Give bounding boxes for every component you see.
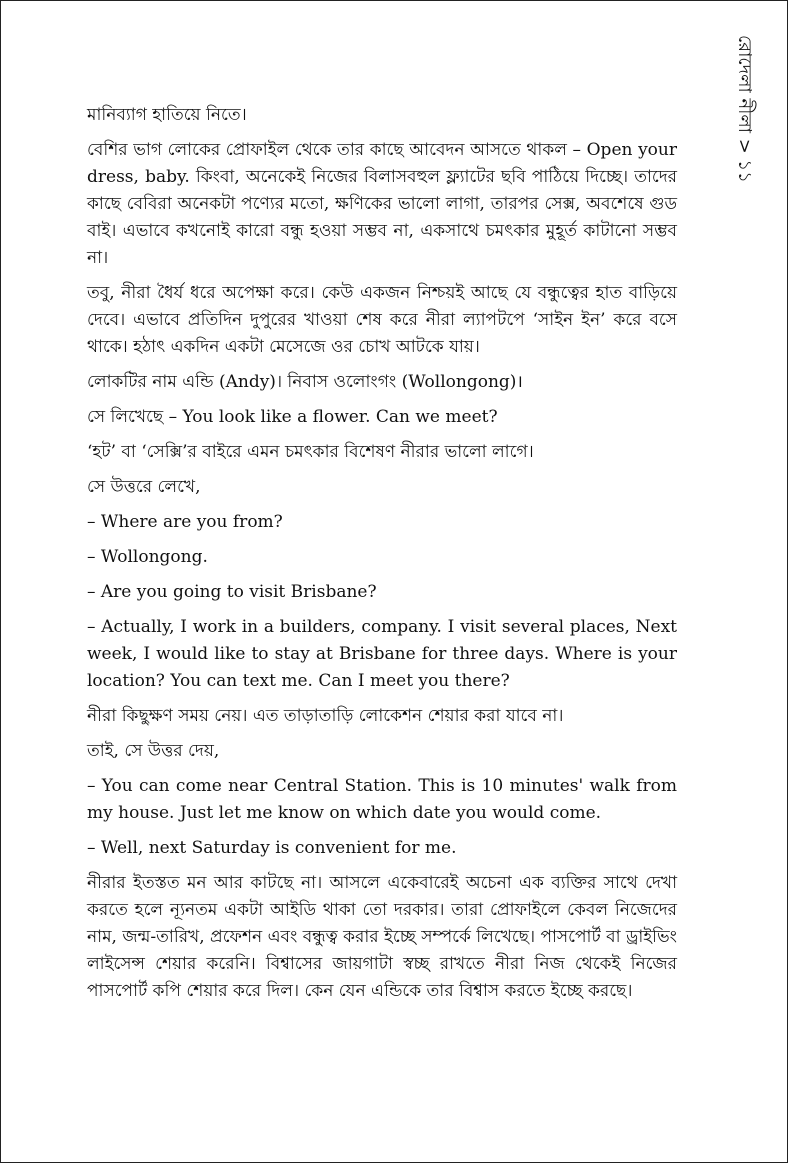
paragraph: মানিব্যাগ হাতিয়ে নিতে। [87,105,247,125]
dialogue-line: – Where are you from? [87,512,283,532]
running-head: রোদেলা নীলা > ১১ [734,35,755,183]
dialogue-line: – Wollongong. [87,547,208,567]
paragraph: নীরা কিছুক্ষণ সময় নেয়। এত তাড়াতাড়ি লোকেশন শেয়ার করা যাবে না। [87,706,564,726]
paragraph: তবু, নীরা ধৈর্য ধরে অপেক্ষা করে। কেউ একজন নিশ্চয়ই আছে যে বন্ধুত্বের হাত বাড়িয়ে দেবে। এভাবে প্রতিদিন দুপুরের খাওয়া শেষ করে নীরা ল্যাপটপে ‘সাইন ইন’ করে বসে থাকে। হঠাৎ একদিন একটা মেসেজে ওর চোখ আটকে যায়। [87,283,677,357]
paragraph: লোকটির নাম এন্ডি (Andy)। নিবাস ওলোংগং (Wollongong)। [87,372,523,392]
body-text [87,102,677,1013]
dialogue-line: – Actually, I work in a builders, company. I visit several places, Next week, I would like to stay at Brisbane for three days. Where is your location? You can text me. Can I meet you there? [87,617,677,691]
paragraph: সে উত্তরে লেখে, [87,477,201,497]
dialogue-line: – You can come near Central Station. This is 10 minutes' walk from my house. Just let me know on which date you would come. [87,776,677,823]
paragraph: নীরার ইতস্তত মন আর কাটছে না। আসলে একেবারেই অচেনা এক ব্যক্তির সাথে দেখা করতে হলে ন্যূনতম একটা আইডি থাকা তো দরকার। তারা প্রোফাইলে কেবল নিজেদের নাম, জন্ম-তারিখ, প্রফেশন এবং বন্ধুত্ব করার ইচ্ছে সম্পর্কে লিখেছে। পাসপোর্ট বা ড্রাইভিং লাইসেন্স শেয়ার করেনি। বিশ্বাসের জায়গাটা স্বচ্ছ রাখতে নীরা নিজ থেকেই নিজের পাসপোর্ট কপি শেয়ার করে দিল। কেন যেন এন্ডিকে তার বিশ্বাস করতে ইচ্ছে করছে। [87,873,677,1001]
paragraph: ‘হট’ বা ‘সেক্সি’র বাইরে এমন চমৎকার বিশেষণ নীরার ভালো লাগে। [87,442,534,462]
dialogue-line: – Well, next Saturday is convenient for me. [87,838,457,858]
paragraph: তাই, সে উত্তর দেয়, [87,741,220,761]
paragraph: বেশির ভাগ লোকের প্রোফাইল থেকে তার কাছে আবেদন আসতে থাকল – Open your dress, baby. কিংবা, অনেকেই নিজের বিলাসবহুল ফ্ল্যাটের ছবি পাঠিয়ে দিচ্ছে। তাদের কাছে বেবিরা অনেকটা পণ্যের মতো, ক্ষণিকের ভালো লাগা, তারপর সেক্স, অবশেষে গুড বাই। এভাবে কখনোই কারো বন্ধু হওয়া সম্ভব না, একসাথে চমৎকার মুহূর্ত কাটানো সম্ভব না। [87,140,677,268]
dialogue-line: – Are you going to visit Brisbane? [87,582,377,602]
paragraph: সে লিখেছে – You look like a flower. Can we meet? [87,407,498,427]
